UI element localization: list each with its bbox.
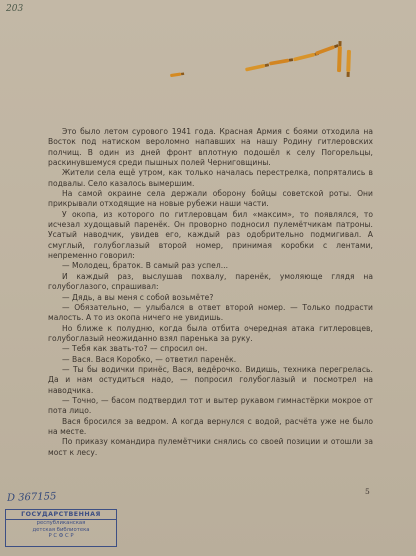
stamp-line: республиканская	[36, 520, 86, 526]
paragraph: У окопа, из которого по гитлеровцам бил «максим», то появлялся, то исчезал худощавый паренёк. Он проворно подносил пулемётчикам патроны. Усатый наводчик, увидев его, каждый раз одобрительно подмигивал. А смуглый, голубоглазый второй номер, принимая коробки с лентами, непременно говорил:	[48, 209, 373, 261]
paragraph: — Молодец, браток. В самый раз успел...	[62, 261, 229, 271]
paragraph: Но ближе к полудню, когда была отбита очередная атака гитлеровцев, голубоглазый неожиданно взял паренька за руку.	[48, 323, 373, 343]
stamp-line: Р С Ф С Р	[48, 533, 74, 539]
paragraph: — Тебя как звать-то? — спросил он.	[62, 344, 208, 354]
page-number: 5	[365, 487, 370, 496]
bullet-7	[346, 50, 351, 77]
paragraph: Это было летом сурового 1941 года. Красная Армия с боями отходила на Восток под натиском вероломно напавших на нашу Родину гитлеровских полчищ. В один из дней фронт вплотную подошёл к селу Погорельцы, раскинувшемуся среди пышных полей Черниговщины.	[48, 127, 373, 168]
stamp-line: детская библиотека	[32, 526, 90, 533]
paragraph: — Точно, — басом подтвердил тот и вытер рукавом гимнастёрки мокрое от пота лицо.	[48, 395, 373, 416]
bullet-1	[170, 72, 184, 77]
stamp-line: ГОСУДАРСТВЕННАЯ	[6, 510, 116, 520]
paragraph: — Обязательно, — улыбался в ответ второй номер. — Только подрасти малость. А то из окопа ничего не увидишь.	[48, 302, 373, 323]
bullet-4	[293, 52, 319, 62]
bullet-3	[269, 58, 293, 66]
corner-mark: 203	[6, 4, 24, 14]
bullet-2	[245, 63, 269, 72]
inventory-number: D 367155	[6, 491, 57, 504]
paragraph: Вася бросился за ведром. А когда вернулся с водой, расчёта уже не было на месте.	[48, 416, 373, 436]
paragraph: — Дядь, а вы меня с собой возьмёте?	[62, 292, 214, 302]
paragraph: — Ты бы водички принёс, Вася, ведёрочко. Видишь, техника перегрелась. Да и нам остудиться надо, — попросил голубоглазый и посмотрел на наводчика.	[48, 364, 373, 395]
paragraph: Жители села ещё утром, как только началась перестрелка, попрятались в подвалы. Село казалось вымершим.	[48, 168, 373, 188]
paragraph: На самой окраине села держали оборону бойцы советской роты. Они прикрывали отходящие на новые рубежи наши части.	[48, 189, 373, 209]
story-text	[48, 127, 373, 458]
bullets-illustration	[165, 38, 375, 98]
paragraph: По приказу командира пулемётчики снялись со своей позиции и отошли за мост к лесу.	[48, 437, 373, 457]
paragraph: — Вася. Вася Коробко, — ответил паренёк.	[62, 354, 237, 364]
bullet-5	[315, 44, 339, 56]
paragraph: И каждый раз, выслушав похвалу, паренёк, умоляюще глядя на голубоглазого, спрашивал:	[48, 271, 373, 292]
library-stamp	[5, 509, 117, 547]
